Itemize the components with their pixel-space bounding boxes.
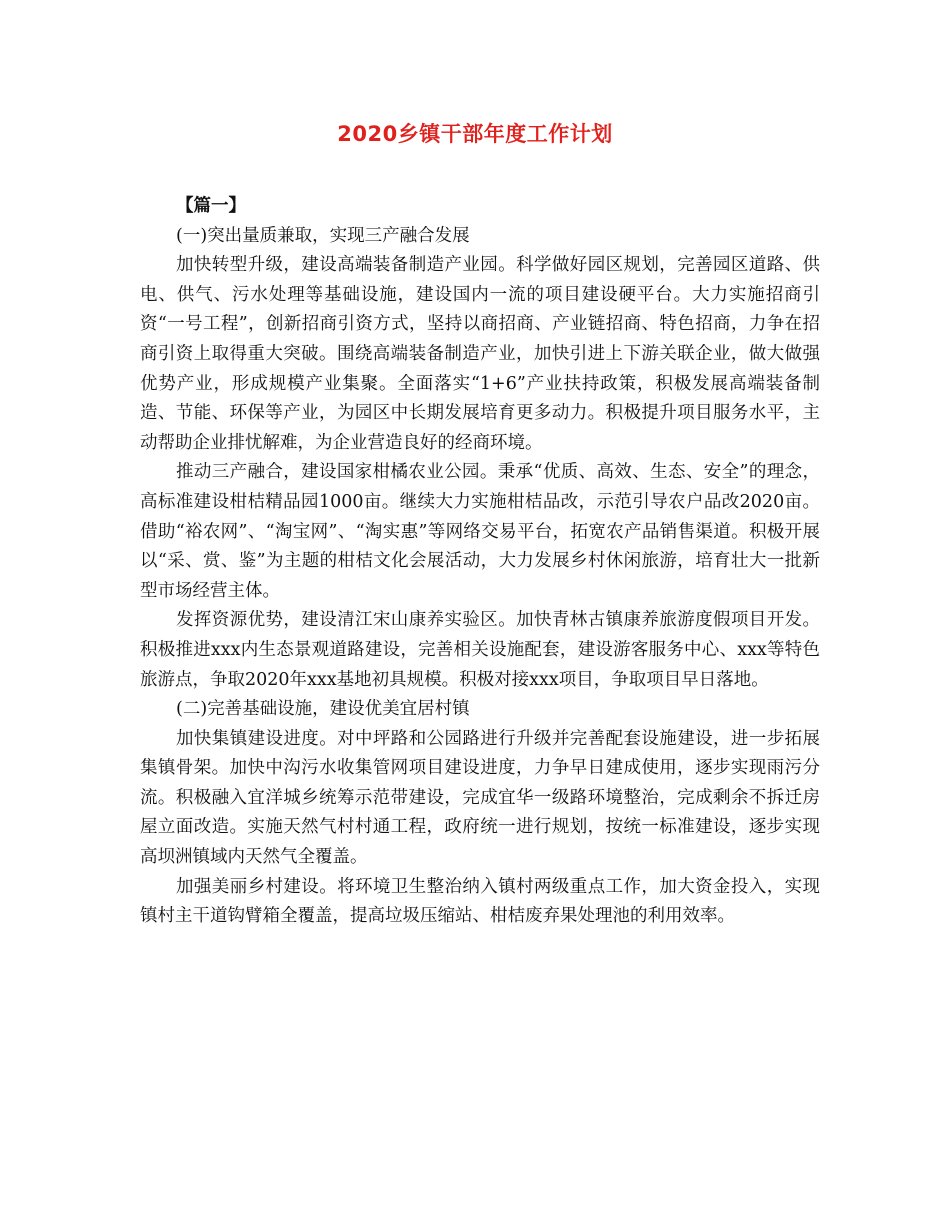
- document-title: 2020乡镇干部年度工作计划: [337, 122, 613, 146]
- paragraph: 加快转型升级，建设高端装备制造产业园。科学做好园区规划，完善园区道路、供电、供气、污水处理等基础设施，建设国内一流的项目建设硬平台。大力实施招商引资“一号工程”，创新招商引资方式，坚持以商招商、产业链招商、特色招商，力争在招商引资上取得重大突破。围绕高端装备制造产业，加快引进上下游关联企业，做大做强优势产业，形成规模产业集聚。全面落实“1+6”产业扶持政策，积极发展高端装备制造、节能、环保等产业，为园区中长期发展培育更多动力。积极提升项目服务水平，主动帮助企业排忧解难，为企业营造良好的经商环境。: [140, 255, 820, 453]
- section-heading: (二)完善基础设施，建设优美宜居村镇: [176, 699, 470, 720]
- paragraph: 加快集镇建设进度。对中坪路和公园路进行升级并完善配套设施建设，进一步拓展集镇骨架。加快中沟污水收集管网项目建设进度，力争早日建成使用，逐步实现雨污分流。积极融入宜洋城乡统筹示范带建设，完成宜华一级路环境整治，完成剩余不拆迁房屋立面改造。实施天然气村村通工程，政府统一进行规划，按统一标准建设，逐步实现高坝洲镇域内天然气全覆盖。: [140, 728, 820, 868]
- document-body: [140, 192, 820, 932]
- paragraph: 加强美丽乡村建设。将环境卫生整治纳入镇村两级重点工作，加大资金投入，实现镇村主干道钩臂箱全覆盖，提高垃圾压缩站、柑桔废弃果处理池的利用效率。: [140, 876, 820, 927]
- paragraph: 推动三产融合，建设国家柑橘农业公园。秉承“优质、高效、生态、安全”的理念，高标准建设柑桔精品园1000亩。继续大力实施柑桔品改，示范引导农户品改2020亩。借助“裕农网”、“淘宝网”、“淘实惠”等网络交易平台，拓宽农产品销售渠道。积极开展以“采、赏、鉴”为主题的柑桔文化会展活动，大力发展乡村休闲旅游，培育壮大一批新型市场经营主体。: [140, 462, 820, 601]
- paragraph: 发挥资源优势，建设清江宋山康养实验区。加快青林古镇康养旅游度假项目开发。积极推进xxx内生态景观道路建设，完善相关设施配套，建设游客服务中心、xxx等特色旅游点，争取2020年xxx基地初具规模。积极对接xxx项目，争取项目早日落地。: [140, 610, 820, 690]
- chapter-heading: 【篇一】: [176, 196, 246, 216]
- section-heading: (一)突出量质兼取，实现三产融合发展: [176, 225, 470, 246]
